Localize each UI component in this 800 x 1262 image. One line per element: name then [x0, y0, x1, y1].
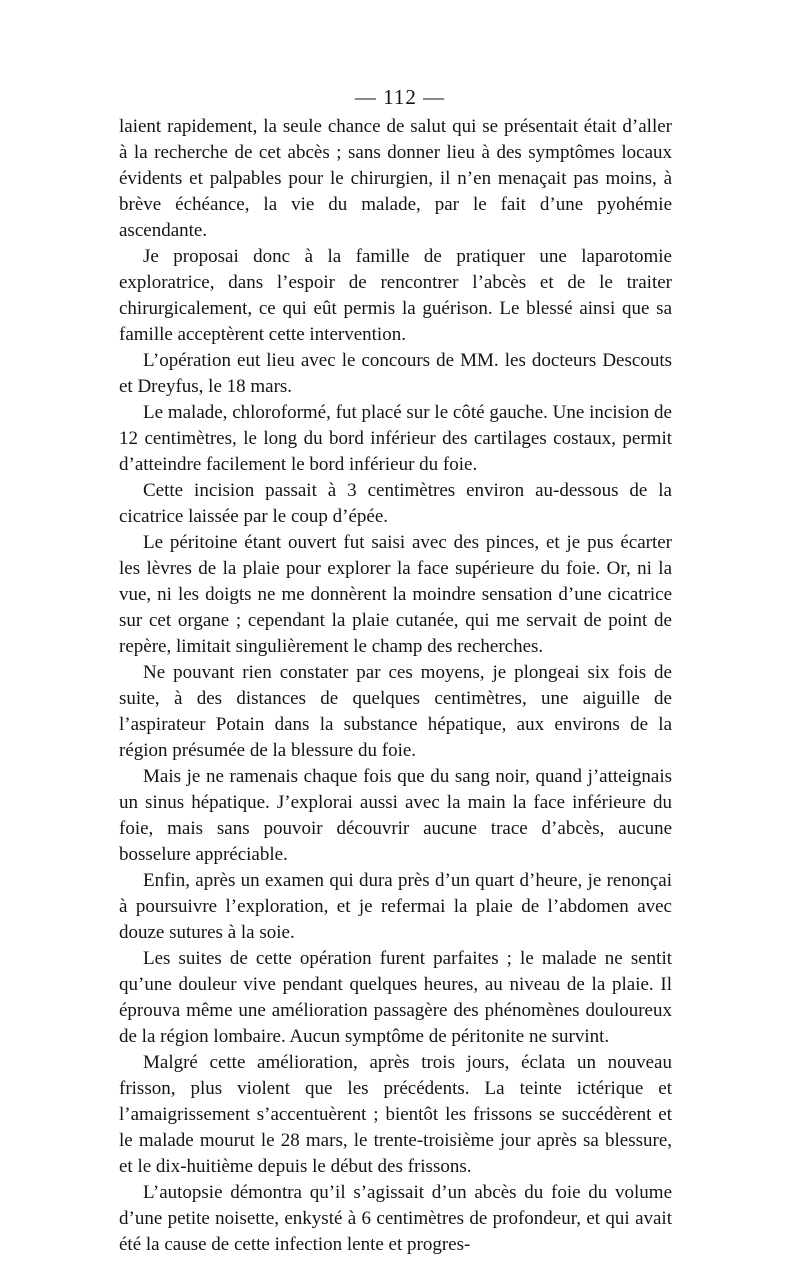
paragraph: Je proposai donc à la famille de pratiquer une laparotomie exploratrice, dans l’espoir de rencontrer l’abcès et de le traiter chirurgicalement, ce qui eût permis la guérison. Le blessé ainsi que sa famille acceptèrent cette intervention.: [119, 246, 672, 345]
paragraph-continuation: laient rapidement, la seule chance de salut qui se présentait était d’aller à la recherche de cet abcès ; sans donner lieu à des symptômes locaux évidents et palpables pour le chirurgien, il n’en menaçait pas moins, à brève échéance, la vie du malade, par le fait d’une pyohémie ascendante.: [119, 116, 672, 241]
body-text: [119, 114, 672, 1258]
paragraph: Les suites de cette opération furent parfaites ; le malade ne sentit qu’une douleur vive pendant quelques heures, au niveau de la plaie. Il éprouva même une amélioration passagère des phénomènes douloureux de la région lombaire. Aucun symptôme de péritonite ne survint.: [119, 948, 672, 1047]
paragraph: Malgré cette amélioration, après trois jours, éclata un nouveau frisson, plus violent que les précédents. La teinte ictérique et l’amaigrissement s’accentuèrent ; bientôt les frissons se succédèrent et le malade mourut le 28 mars, le trente-troisième jour après sa blessure, et le dix-huitième depuis le début des frissons.: [119, 1052, 672, 1177]
paragraph: Le malade, chloroformé, fut placé sur le côté gauche. Une incision de 12 centimètres, le long du bord inférieur des cartilages costaux, permit d’atteindre facilement le bord inférieur du foie.: [119, 402, 672, 475]
paragraph: Cette incision passait à 3 centimètres environ au-dessous de la cicatrice laissée par le coup d’épée.: [119, 480, 672, 527]
page-number: — 112 —: [354, 85, 446, 109]
paragraph: Le péritoine étant ouvert fut saisi avec des pinces, et je pus écarter les lèvres de la plaie pour explorer la face supérieure du foie. Or, ni la vue, ni les doigts ne me donnèrent la moindre sensation d’une cicatrice sur cet organe ; cependant la plaie cutanée, qui me servait de point de repère, limitait singulièrement le champ des recherches.: [119, 532, 672, 657]
paragraph: L’autopsie démontra qu’il s’agissait d’un abcès du foie du volume d’une petite noisette, enkysté à 6 centimètres de profondeur, et qui avait été la cause de cette infection lente et progres-: [119, 1182, 672, 1255]
paragraph: Mais je ne ramenais chaque fois que du sang noir, quand j’atteignais un sinus hépatique. J’explorai aussi avec la main la face inférieure du foie, mais sans pouvoir découvrir aucune trace d’abcès, aucune bosselure appréciable.: [119, 766, 672, 865]
paragraph: Ne pouvant rien constater par ces moyens, je plongeai six fois de suite, à des distances de quelques centimètres, une aiguille de l’aspirateur Potain dans la substance hépatique, aux environs de la région présumée de la blessure du foie.: [119, 662, 672, 761]
paragraph: Enfin, après un examen qui dura près d’un quart d’heure, je renonçai à poursuivre l’exploration, et je refermai la plaie de l’abdomen avec douze sutures à la soie.: [119, 870, 672, 943]
paragraph: L’opération eut lieu avec le concours de MM. les docteurs Descouts et Dreyfus, le 18 mars.: [119, 350, 672, 397]
